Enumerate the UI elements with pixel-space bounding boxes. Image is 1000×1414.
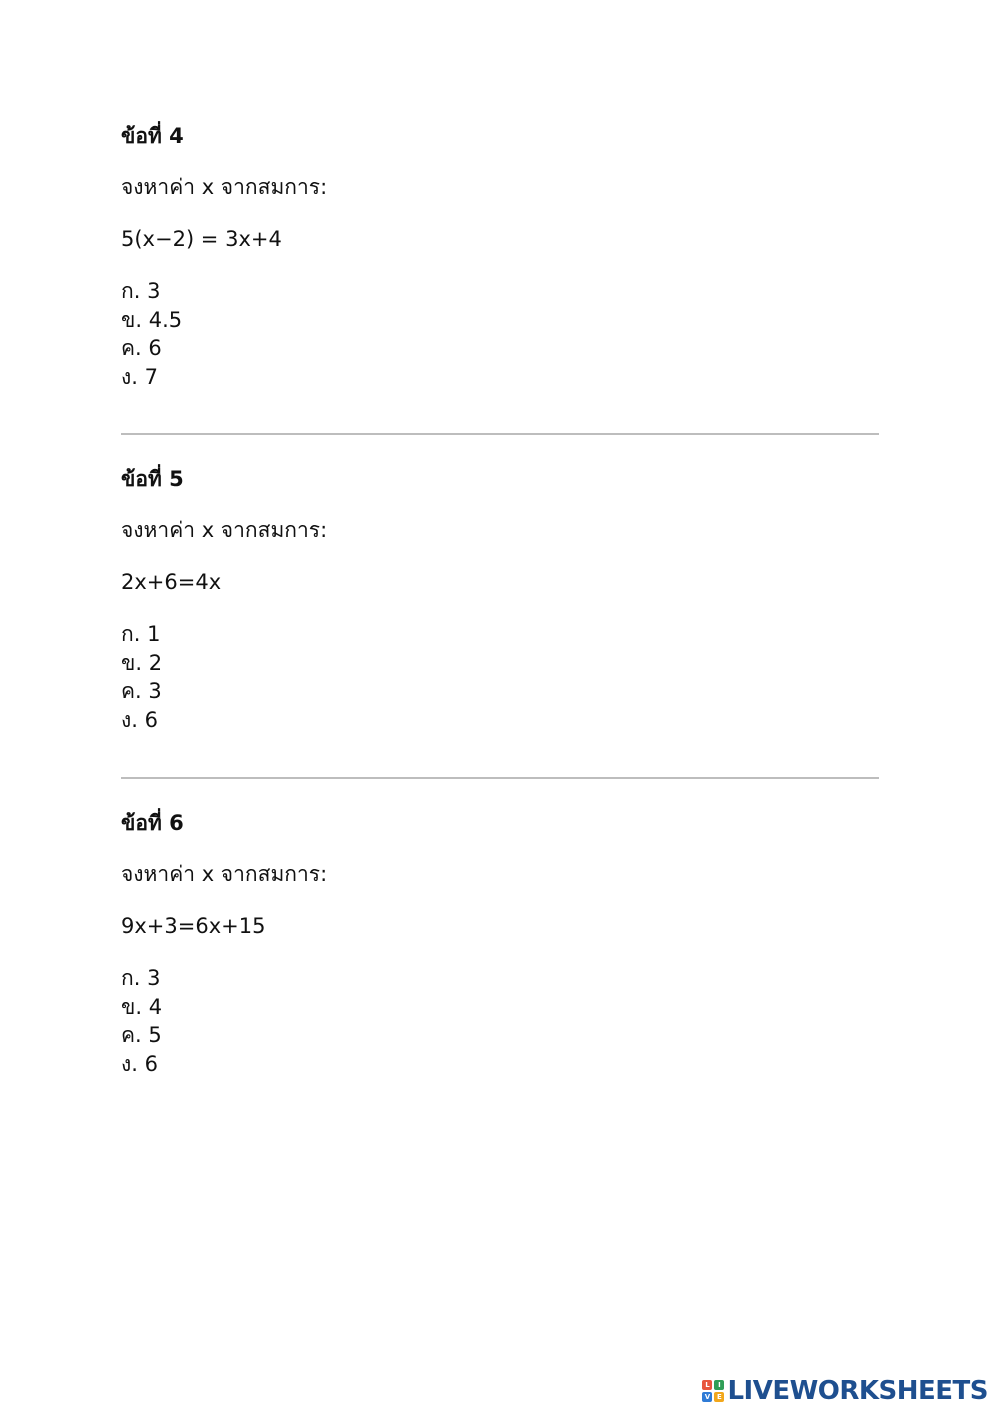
- answer-option[interactable]: ง. 6: [121, 707, 158, 732]
- answer-options: [121, 277, 182, 391]
- question-equation: 9x+3=6x+15: [121, 914, 266, 938]
- question-prompt: จงหาค่า x จากสมการ:: [121, 518, 328, 542]
- answer-option[interactable]: ค. 5: [121, 1023, 162, 1047]
- answer-option[interactable]: ก. 3: [121, 966, 161, 990]
- brand-logo-icon: [702, 1380, 724, 1402]
- section-divider: [121, 777, 879, 779]
- question-title: ข้อที่ 4: [121, 124, 184, 148]
- question-prompt: จงหาค่า x จากสมการ:: [121, 862, 328, 886]
- question-equation: 2x+6=4x: [121, 570, 222, 594]
- answer-options: [121, 620, 162, 734]
- logo-tile: V: [702, 1392, 712, 1402]
- logo-tile: E: [714, 1392, 724, 1402]
- logo-tile: I: [714, 1380, 724, 1390]
- answer-option[interactable]: ค. 6: [121, 336, 162, 360]
- answer-options: [121, 964, 162, 1078]
- answer-option[interactable]: ง. 6: [121, 1051, 158, 1076]
- answer-option[interactable]: ง. 7: [121, 364, 158, 389]
- question-title: ข้อที่ 5: [121, 467, 184, 491]
- answer-option[interactable]: ก. 3: [121, 279, 161, 303]
- logo-tile: L: [702, 1380, 712, 1390]
- question-prompt: จงหาค่า x จากสมการ:: [121, 175, 328, 199]
- answer-option[interactable]: ค. 3: [121, 679, 162, 703]
- answer-option[interactable]: ข. 4: [121, 994, 163, 1019]
- answer-option[interactable]: ก. 1: [121, 622, 161, 646]
- brand-name: LIVEWORKSHEETS: [727, 1376, 988, 1406]
- section-divider: [121, 433, 879, 435]
- answer-option[interactable]: ข. 4.5: [121, 307, 183, 332]
- liveworksheets-logo: [702, 1376, 988, 1406]
- question-equation: 5(x−2) = 3x+4: [121, 227, 282, 251]
- answer-option[interactable]: ข. 2: [121, 650, 163, 675]
- question-title: ข้อที่ 6: [121, 811, 184, 835]
